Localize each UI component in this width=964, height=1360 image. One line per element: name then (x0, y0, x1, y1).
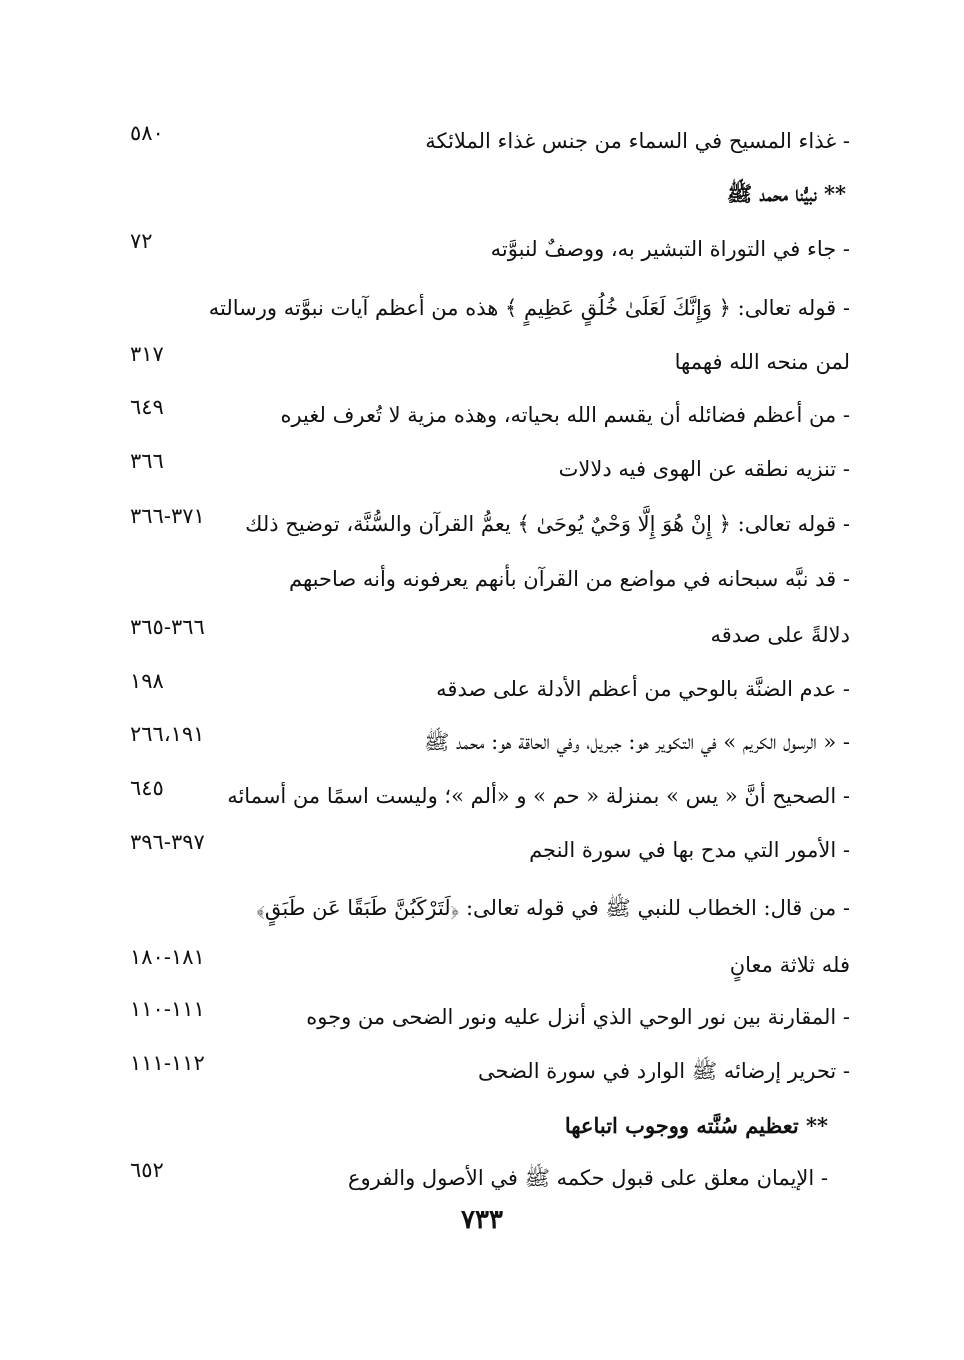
page-number: ٧٣٣ (461, 1205, 503, 1235)
index-entry (100, 667, 850, 711)
index-entry (100, 119, 850, 163)
index-entry-continuation (100, 340, 850, 384)
entry-page-ref: ١٩٨ (130, 669, 164, 693)
entry-page-ref: ٣١٧ (130, 342, 164, 366)
index-entry (100, 995, 850, 1039)
index-entry (100, 502, 850, 546)
index-entry (100, 1156, 850, 1200)
entry-text: - تنزيه نطقه عن الهوى فيه دلالات (558, 457, 850, 481)
entry-text: دلالةً على صدقه (710, 623, 850, 647)
entry-text: - « الرسول الكريم » في التكوير هو: جبريل، وفي الحاقة هو: محمد ﷺ (423, 730, 850, 754)
entry-text: - قوله تعالى: ﴿ إِنْ هُوَ إِلَّا وَحْيٌ يُوحَىٰ ﴾ يعمُّ القرآن والسُّنَّة، توضيح ذلك (245, 512, 850, 536)
entry-page-ref: ٢٦٦،١٩١ (130, 722, 205, 746)
index-entry (100, 286, 850, 330)
index-entry-continuation (100, 613, 850, 657)
index-entry (100, 557, 850, 601)
entry-page-ref: ٥٨٠ (130, 121, 164, 145)
entry-text: - من قال: الخطاب للنبي ﷺ في قوله تعالى: ﴿لَتَرْكَبُنَّ طَبَقًا عَن طَبَقٍ﴾ (256, 896, 850, 920)
entry-text: - المقارنة بين نور الوحي الذي أنزل عليه ونور الضحى من وجوه (306, 1005, 850, 1029)
index-entry (100, 720, 850, 764)
entry-text: فله ثلاثة معانٍ (729, 953, 850, 977)
heading-text: ** نبيُّنا محمد ﷺ (726, 181, 846, 206)
entry-text: لمن منحه الله فهمها (674, 350, 850, 374)
index-entry (100, 774, 850, 818)
entry-page-ref: ١٨١-١٨٠ (130, 945, 205, 969)
entry-page-ref: ٦٤٩ (130, 395, 164, 419)
entry-text: - الأمور التي مدح بها في سورة النجم (529, 838, 850, 862)
entry-page-ref: ٧٢ (130, 229, 153, 253)
index-entry (100, 828, 850, 872)
entry-page-ref: ٣٧١-٣٦٦ (130, 504, 205, 528)
entry-text: - من أعظم فضائله أن يقسم الله بحياته، وهذه مزية لا تُعرف لغيره (280, 403, 850, 427)
section-heading (100, 1104, 850, 1148)
entry-text: - قد نبَّه سبحانه في مواضع من القرآن بأنهم يعرفونه وأنه صاحبهم (288, 567, 850, 591)
index-entry (100, 886, 850, 930)
index-entry-continuation (100, 943, 850, 987)
entry-text: - الصحيح أنَّ « يس » بمنزلة « حم » و «ألم »؛ وليست اسمًا من أسمائه (227, 784, 850, 808)
entry-text: - غذاء المسيح في السماء من جنس غذاء الملائكة (425, 129, 850, 153)
entry-page-ref: ٣٦٦-٣٦٥ (130, 615, 205, 639)
entry-page-ref: ٣٩٧-٣٩٦ (130, 830, 205, 854)
entry-page-ref: ١١٢-١١١ (130, 1051, 205, 1075)
entry-page-ref: ١١١-١١٠ (130, 997, 205, 1021)
entry-page-ref: ٣٦٦ (130, 449, 164, 473)
index-entry (100, 393, 850, 437)
entry-text: - الإيمان معلق على قبول حكمه ﷺ في الأصول والفروع (348, 1166, 828, 1190)
entry-text: - جاء في التوراة التبشير به، ووصفٌ لنبوَّته (490, 237, 850, 261)
entry-page-ref: ٦٥٢ (130, 1158, 164, 1182)
entry-text: - تحرير إرضائه ﷺ الوارد في سورة الضحى (478, 1059, 850, 1083)
entry-text: - عدم الضنَّة بالوحي من أعظم الأدلة على صدقه (436, 677, 850, 701)
heading-text: ** تعظيم سُنَّته ووجوب اتباعها (564, 1113, 828, 1138)
section-heading (100, 172, 850, 216)
index-entry (100, 1049, 850, 1093)
entry-page-ref: ٦٤٥ (130, 776, 164, 800)
entry-text: - قوله تعالى: ﴿ وَإِنَّكَ لَعَلَىٰ خُلُقٍ عَظِيمٍ ﴾ هذه من أعظم آيات نبوَّته ورسالته (208, 296, 850, 320)
index-entry (100, 227, 850, 271)
index-entry (100, 447, 850, 491)
